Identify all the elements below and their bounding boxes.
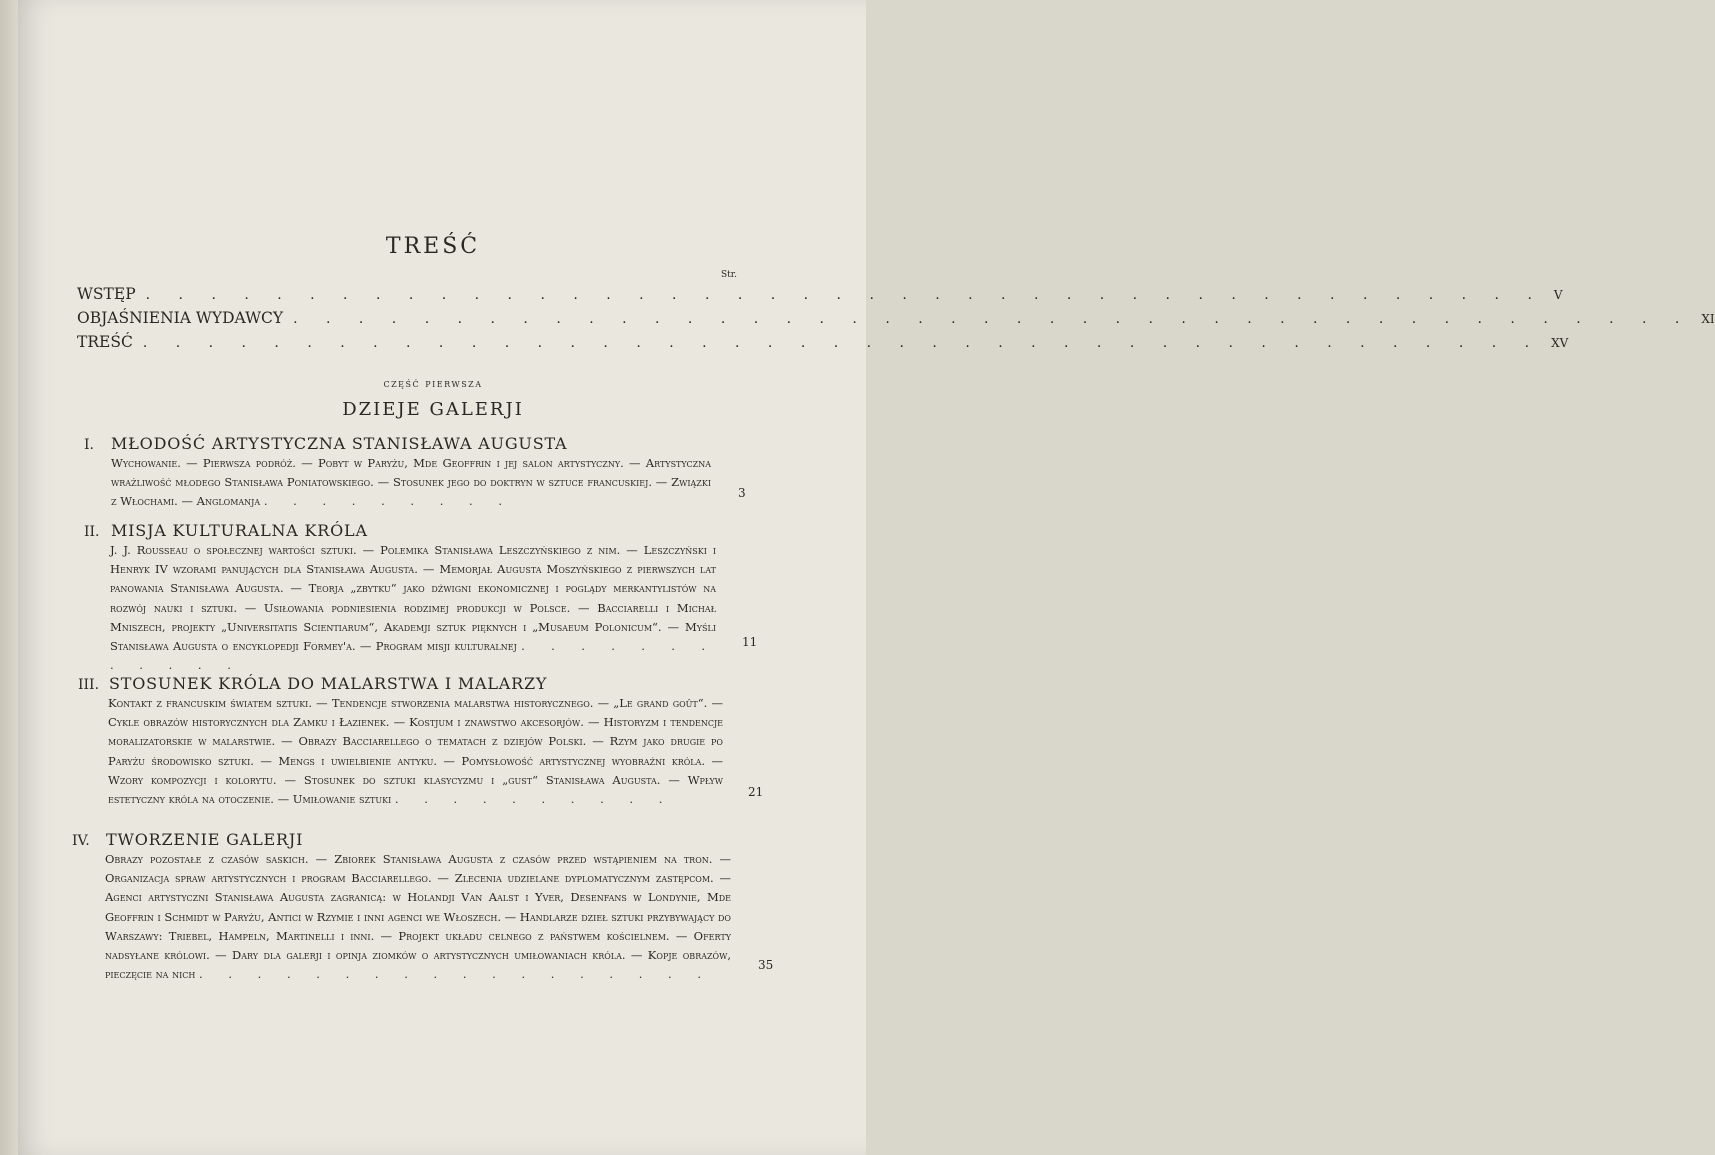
section-page: 35: [758, 958, 774, 972]
toc-entry-page: XV: [1551, 336, 1569, 350]
section-summary: Kontakt z francuskim światem sztuki. — Tendencje stworzenia malarstwa historycznego. — „Le grand goût“. — Cykle obrazów historycznych dla Zamku i Łazienek. — Kostjum i znawstwo akcesorjów. — Historyzm i tendencje moralizatorskie w malarstwie. — Obrazy Bacciarellego o tematach z dziejów Polski. — Rzym jako drugie po Paryżu środowisko sztuki. — Mengs i uwielbienie antyku. — Pomysłowość artystycznej wyobraźni króla. — Wzory kompozycji i kolorytu. — Stosunek do sztuki klasycyzmu i „gust“ Stanisława Augusta. — Wpływ estetyczny króla na otoczenie. — Umiłowanie sztuki . . . . . . . . . .: [108, 696, 723, 807]
section-number: I.: [84, 437, 94, 453]
section-heading: STOSUNEK KRÓLA DO MALARSTWA I MALARZY: [109, 674, 548, 693]
toc-entry-tresc[interactable]: [77, 333, 1569, 351]
toc-entry-page: V: [1553, 288, 1563, 302]
leader-dots: . . . . . . . . . . . . . . . . . . . . . . . . . . . . . . . . . . . . . . . . . . .: [145, 287, 1544, 303]
leader-dots: . . . . . . . . . . . . . . . . . . . . . . . . . . . . . . . . . . . . . . . . . . .: [142, 335, 1542, 351]
leader-dots: . . . . . . . . . . . . . . . . . . . . . . . . . . . . . . . . . . . . . . . . . . .: [293, 311, 1692, 327]
section-summary: J. J. Rousseau o społecznej wartości sztuki. — Polemika Stanisława Leszczyńskiego z nim. — Leszczyński i Henryk IV wzorami panujących dla Stanisława Augusta. — Memorjał Augusta Moszyńskiego z pierwszych lat panowania Stanisława Augusta. — Teorja „zbytku“ jako dźwigni ekonomicznej i poglądy merkantylistów na rozwój nauki i sztuki. — Usiłowania podniesienia rodzimej produkcji w Polsce. — Bacciarelli i Michał Mniszech, projekty „Universitatis Scientiarum“, Akademji sztuk pięknych i „Musaeum Polonicum“. — Myśli Stanisława Augusta o encyklopedji Formey'a. — Program misji kulturalnej . . . . . . . . . . . .: [110, 543, 716, 673]
section-heading: MŁODOŚĆ ARTYSTYCZNA STANISŁAWA AUGUSTA: [111, 434, 568, 453]
section-number: III.: [78, 677, 100, 693]
section-page: 11: [742, 635, 758, 649]
section-number: IV.: [72, 833, 90, 849]
toc-entry-label: OBJAŚNIENIA WYDAWCY: [77, 309, 284, 327]
toc-entry-page: XI: [1701, 312, 1715, 326]
toc-entry-label: WSTĘP: [77, 285, 136, 303]
section-page: 21: [748, 785, 764, 799]
section-number: II.: [84, 524, 100, 540]
part-title: DZIEJE GALERJI: [342, 399, 524, 420]
page-column-label: Str.: [721, 270, 737, 280]
section-summary: Obrazy pozostałe z czasów saskich. — Zbiorek Stanisława Augusta z czasów przed wstąpieniem na tron. — Organizacja spraw artystycznych i program Bacciarellego. — Zlecenia udzielane dyplomatycznym zastępcom. — Agenci artystyczni Stanisława Augusta zagranicą: w Holandji Van Aalst i Yver, Desenfans w Londynie, Mde Geoffrin i Schmidt w Paryżu, Antici w Rzymie i inni agenci we Włoszech. — Handlarze dzieł sztuki przybywający do Warszawy: Triebel, Hampeln, Martinelli i inni. — Projekt układu celnego z państwem kościelnem. — Oferty nadsyłane królowi. — Dary dla galerji i opinja ziomków o artystycznych umiłowaniach króla. — Kopje obrazów, pieczęcie na nich . . . . . . . . . . . . . . . . . .: [105, 852, 731, 982]
section-heading: MISJA KULTURALNA KRÓLA: [111, 521, 368, 540]
toc-entry-objasnienia[interactable]: [77, 309, 1715, 327]
part-subtitle: część pierwsza: [383, 376, 483, 390]
section-summary: Wychowanie. — Pierwsza podróż. — Pobyt w Paryżu, Mde Geoffrin i jej salon artystyczny. — Artystyczna wrażliwość młodego Stanisława Poniatowskiego. — Stosunek jego do doktryn w sztuce francuskiej. — Związki z Włochami. — Anglomanja . . . . . . . . .: [111, 456, 711, 509]
section-heading: TWORZENIE GALERJI: [106, 830, 304, 849]
section-page: 3: [738, 486, 746, 500]
toc-entry-wstep[interactable]: [77, 285, 1563, 303]
toc-entry-label: TREŚĆ: [77, 333, 133, 351]
page-title: TREŚĆ: [385, 234, 481, 259]
